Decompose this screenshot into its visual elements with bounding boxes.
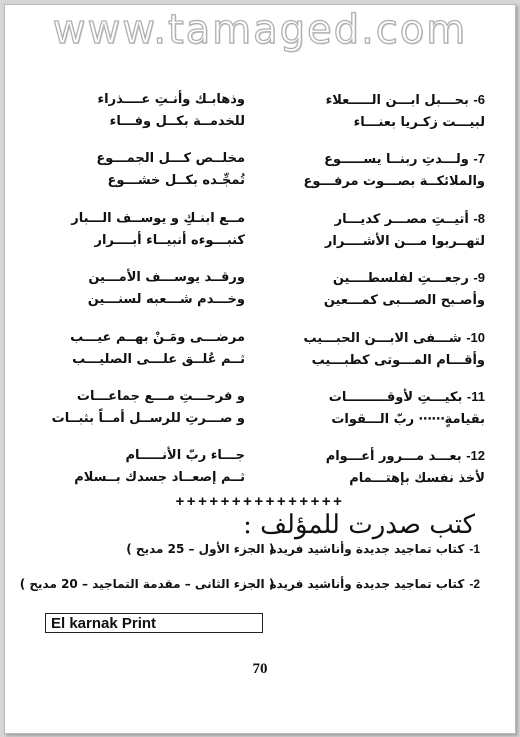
page-number: 70 [252,661,268,677]
verse-line: ورقــد يوســـف الأمـــين [88,270,245,286]
verse-line: للخدمــة بكــل وفـــاء [109,114,245,129]
verse-line: وأصـبح الصـــبى كمـــعين [323,293,485,309]
verse-line: أتيــتِ مصـــر كديـــار [334,211,469,227]
stanza-right-column [285,327,485,372]
verse-line: و فرحـــتِ مـــع جماعـــات [76,388,245,404]
verse-line: لتهــربوا مـــن الأشــــرار [324,233,485,249]
verse-line: ثــم عُلــق علـــى الصليـــب [72,351,245,367]
stanza-right-column [285,267,485,312]
verse-line: جـــاء ربّ الأنـــــام [125,448,245,464]
hymn-stanzas [5,89,515,505]
book-item [19,577,480,591]
books-heading: كتب صدرت للمؤلف : [243,510,475,540]
verse-line: كنبـــوءه أنبيــاء أبــــرار [94,232,245,248]
stanza-left-column [45,267,245,311]
verse-line: لبيـــت زكـريا بعنـــاء [353,115,485,130]
stanza-left-column [45,208,245,252]
publisher-box: El karnak Print [45,613,263,633]
book-item [40,542,480,556]
stanza-number: 7- [473,151,485,167]
verse-line: ولـــدتِ ربنــا يســـــوع [324,152,469,168]
stanza-right-column [285,89,485,134]
stanza-number: 9- [473,270,485,286]
stanza [5,89,515,148]
stanza [5,208,515,267]
stanza [5,327,515,386]
stanza [5,267,515,326]
verse-line: ثــم إصعــاد جسدك بــسلام [74,470,245,486]
plus-divider: +++++++++++++++ [175,493,345,510]
stanza-number: 8- [473,210,485,226]
stanza-left-column [45,445,245,489]
verse-line: مخلــص كـــل الجمـــوع [96,151,245,167]
stanza-left-column [45,89,245,133]
book-number: 1- [469,542,480,556]
verse-line: مــع ابنـكِ و يوســف الـــبار [71,210,245,226]
stanza [5,386,515,445]
book-part: ( الجزء الثانى – مقدمة التماجيد – 20 مديح ) [19,577,275,591]
stanza-number: 12- [466,448,485,464]
verse-line: وذهابـك وأنـتِ عــــذراء [97,92,245,107]
watermark: www.tamaged.com [52,7,468,53]
book-part: ( الجزء الأول – 25 مديح ) [126,542,275,556]
verse-line: تُمجِّـده بكــل خشـــوع [107,173,245,189]
stanza [5,148,515,207]
book-title: كتاب تماجيد جديدة وأناشيد فريدة [269,577,465,591]
verse-line: بقيامةٍ⋯⋯ ربّ الـــقوات [331,411,485,427]
verse-line: شـــفى الابـــن الحبـــيب [303,330,462,346]
stanza-right-column [285,208,485,253]
verse-line: وخـــدم شـــعبه لسنـــين [87,292,245,308]
stanza-left-column [45,386,245,430]
stanza-number: 11- [466,388,485,404]
verse-line: بحـــبل ابـــن الـــــعلاء [325,93,469,108]
verse-line: والملائكــة بصـــوت مرفـــوع [303,174,485,190]
book-page [4,4,516,734]
verse-line: رجعـــتِ لفلسطــــين [332,271,469,287]
book-title: كتاب تماجيد جديدة وأناشيد فريدة [269,542,465,556]
book-number: 2- [469,577,480,591]
stanza-left-column [45,327,245,371]
verse-line: و صـــرتِ للرســل أمــاً بثبــات [51,410,245,426]
stanza-left-column [45,148,245,192]
stanza-number: 6- [473,92,485,107]
stanza-right-column [285,445,485,490]
verse-line: بعـــد مـــرور أعـــوام [325,449,462,465]
verse-line: مرضـــى ومَـنْ بهــم عيـــب [70,329,245,345]
stanza-right-column [285,386,485,431]
verse-line: بكيـــتِ لأوقـــــــــات [328,389,463,405]
verse-line: وأقـــام المـــوتى كطبـــيب [311,352,485,368]
stanza-number: 10- [466,329,485,345]
stanza-right-column [285,148,485,193]
verse-line: لأخذ نفسك بإهتـــمام [349,471,485,487]
